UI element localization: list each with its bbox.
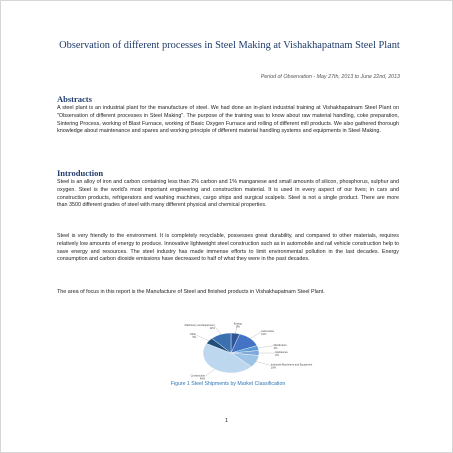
pie-chart-svg: [151, 323, 311, 385]
observation-period: Period of Observation - May 27th, 2013 to June 22nd, 2013: [260, 74, 400, 80]
pie-leader-line: [258, 346, 273, 348]
pie-label: Machinery and Equipment 12%: [184, 324, 215, 331]
introduction-paragraph-1: Steel is an alloy of iron and carbon containing less than 2% carbon and 1% manganese and small amounts of silicon, phosphorus, sulphur and oxygen. Steel is the world's most important engineering and construction material. It is used in every aspect of our lives; in cars and construction products, refrigerators and washing machines, cargo ships and surgical scalpels. Steel is not a single product. There are more than 3500 different grades of steel with many different physical and chemical properties.: [57, 179, 399, 209]
introduction-paragraph-3: The area of focus in this report is the Manufacture of Steel and finished products in Vishakhapatnam Steel Plant.: [57, 289, 325, 295]
pie-leader-line: [196, 335, 209, 341]
page-number: 1: [224, 418, 229, 424]
introduction-paragraph-2: Steel is very friendly to the environment. It is completely recyclable, possesses great durability, and compared to other materials, requires relatively low amounts of energy to produce. Innovative lightweight steel construction such as in automobile and rail vehicle construction help to save energy and resources. The steel industry has made immense efforts to limit environmental pollution in the last decades. Energy consumption and carbon dioxide emissions have decreased to half of what they were in the past decades.: [57, 233, 399, 263]
pie-leader-line: [256, 362, 270, 366]
abstract-heading: Abstracts: [57, 94, 92, 104]
pie-leader-line: [250, 332, 261, 339]
abstract-paragraph: A steel plant is an industrial plant for the manufacture of steel. We had done an in-plant industrial training at Vishakhapatnam Steel Plant on "Observation of different processes in Steel Making". The purpose of the training was to know about raw material handling, coke preparation, Sintering Process, working of Blast Furnace, working of Basic Oxygen Furnace and rolling of different mill products. We also gathered thorough knowledge about maintenance and spares and working principle of different material handling systems and equipments in Steel Making.: [57, 105, 399, 135]
pie-leader-line: [215, 326, 221, 334]
pie-leader-line: [205, 369, 214, 376]
figure-caption: Figure 1 Steel Shipments by Market Classification: [170, 381, 286, 387]
pie-label: Automotive 14%: [261, 329, 275, 336]
pie-label: Energy 5%: [233, 322, 242, 329]
pie-label: Distributors 4%: [273, 343, 287, 350]
introduction-heading: Introduction: [57, 168, 104, 178]
document-title: Observation of different processes in Steel Making at Vishakhapatnam Steel Plant: [59, 40, 400, 51]
steel-shipments-pie-chart: [151, 323, 311, 385]
pie-label: Construction 46%: [190, 374, 206, 381]
pie-label: Industrial Machinery and Equipment 10%: [270, 363, 313, 370]
pie-label: Other 5%: [189, 333, 197, 340]
pie-label: Appliances 4%: [275, 351, 288, 357]
